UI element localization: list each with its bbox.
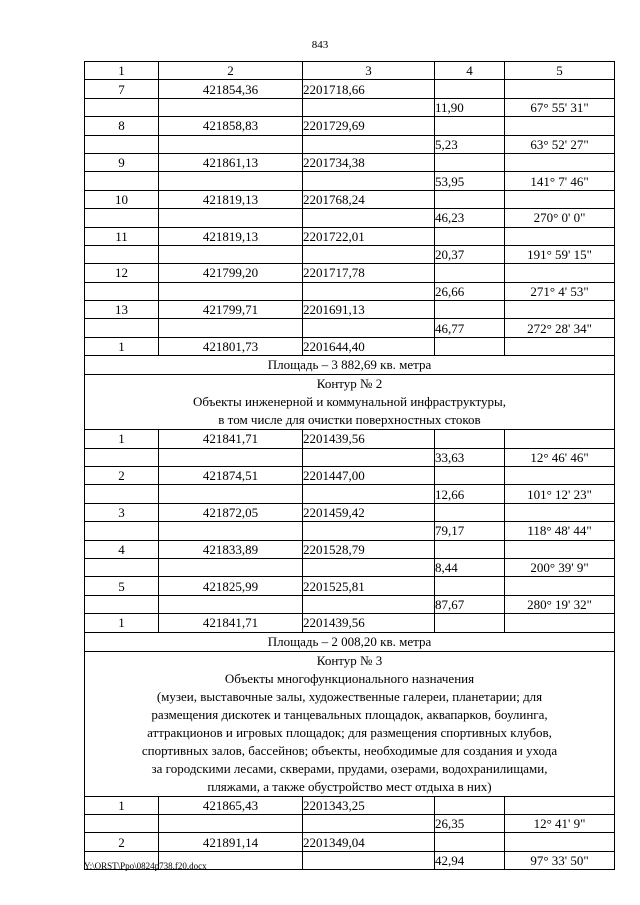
point-number-cell: 1 (85, 337, 159, 355)
segment-length-cell: 26,66 (435, 282, 505, 300)
header-col-2: 2 (159, 62, 303, 80)
point-number-cell (85, 485, 159, 503)
segment-length-cell (435, 153, 505, 171)
y-coordinate-cell (303, 851, 435, 869)
segment-length-cell (435, 227, 505, 245)
y-coordinate-cell: 2201644,40 (303, 337, 435, 355)
direction-angle-cell (505, 264, 615, 282)
point-row (85, 80, 615, 98)
y-coordinate-cell (303, 595, 435, 613)
merged-row (85, 375, 615, 430)
point-number-cell (85, 814, 159, 832)
direction-angle-cell: 12° 41' 9" (505, 814, 615, 832)
merged-line: Объекты многофункционального назначения (224, 670, 475, 686)
segment-length-cell: 87,67 (435, 595, 505, 613)
y-coordinate-cell: 2201768,24 (303, 190, 435, 208)
x-coordinate-cell (159, 448, 303, 466)
x-coordinate-cell: 421799,71 (159, 301, 303, 319)
point-number-cell (85, 245, 159, 263)
point-number-cell: 2 (85, 833, 159, 851)
x-coordinate-cell: 421841,71 (159, 614, 303, 632)
merged-cell (85, 632, 615, 651)
x-coordinate-cell: 421833,89 (159, 540, 303, 558)
x-coordinate-cell: 421825,99 (159, 577, 303, 595)
point-number-cell (85, 595, 159, 613)
direction-angle-cell (505, 227, 615, 245)
segment-length-cell: 79,17 (435, 522, 505, 540)
x-coordinate-cell (159, 319, 303, 337)
y-coordinate-cell: 2201459,42 (303, 503, 435, 521)
segment-length-cell: 42,94 (435, 851, 505, 869)
x-coordinate-cell: 421801,73 (159, 337, 303, 355)
y-coordinate-cell: 2201691,13 (303, 301, 435, 319)
merged-cell (85, 356, 615, 375)
segment-length-cell: 53,95 (435, 172, 505, 190)
y-coordinate-cell: 2201525,81 (303, 577, 435, 595)
direction-angle-cell (505, 80, 615, 98)
point-number-cell: 9 (85, 153, 159, 171)
direction-angle-cell: 97° 33' 50" (505, 851, 615, 869)
x-coordinate-cell: 421819,13 (159, 190, 303, 208)
y-coordinate-cell (303, 319, 435, 337)
point-number-cell (85, 172, 159, 190)
merged-line: размещения дискотек и танцевальных площадок, аквапарков, боулинга, (151, 706, 548, 722)
direction-angle-cell: 272° 28' 34" (505, 319, 615, 337)
merged-row (85, 651, 615, 796)
segment-length-cell: 26,35 (435, 814, 505, 832)
x-coordinate-cell (159, 209, 303, 227)
segment-length-cell: 12,66 (435, 485, 505, 503)
merged-line: Контур № 2 (316, 376, 383, 392)
point-number-cell (85, 319, 159, 337)
point-number-cell (85, 522, 159, 540)
direction-angle-cell (505, 337, 615, 355)
direction-angle-cell: 118° 48' 44" (505, 522, 615, 540)
merged-line: (музеи, выставочные залы, художественные галереи, планетарии; для (156, 688, 543, 704)
y-coordinate-cell (303, 522, 435, 540)
point-number-cell: 1 (85, 614, 159, 632)
segment-length-cell (435, 190, 505, 208)
x-coordinate-cell: 421819,13 (159, 227, 303, 245)
segment-row (85, 595, 615, 613)
y-coordinate-cell (303, 448, 435, 466)
point-number-cell: 10 (85, 190, 159, 208)
merged-line: в том числе для очистки поверхностных стоков (218, 412, 481, 428)
header-col-1: 1 (85, 62, 159, 80)
point-row (85, 153, 615, 171)
segment-row (85, 522, 615, 540)
x-coordinate-cell (159, 98, 303, 116)
point-number-cell (85, 558, 159, 576)
merged-line: спортивных залов, бассейнов; объекты, необходимые для создания и ухода (141, 742, 558, 758)
segment-row (85, 209, 615, 227)
point-number-cell: 8 (85, 117, 159, 135)
segment-row (85, 485, 615, 503)
x-coordinate-cell: 421865,43 (159, 796, 303, 814)
y-coordinate-cell: 2201439,56 (303, 430, 435, 448)
header-col-4: 4 (435, 62, 505, 80)
x-coordinate-cell: 421861,13 (159, 153, 303, 171)
segment-row (85, 245, 615, 263)
merged-cell (85, 651, 615, 796)
segment-length-cell (435, 264, 505, 282)
segment-length-cell: 33,63 (435, 448, 505, 466)
segment-row (85, 814, 615, 832)
direction-angle-cell: 141° 7' 46" (505, 172, 615, 190)
segment-length-cell: 5,23 (435, 135, 505, 153)
segment-row (85, 319, 615, 337)
coordinates-table (84, 61, 615, 870)
y-coordinate-cell (303, 245, 435, 263)
merged-row (85, 356, 615, 375)
y-coordinate-cell (303, 209, 435, 227)
segment-row (85, 448, 615, 466)
segment-length-cell (435, 301, 505, 319)
segment-row (85, 135, 615, 153)
point-row (85, 264, 615, 282)
direction-angle-cell: 270° 0' 0" (505, 209, 615, 227)
y-coordinate-cell: 2201729,69 (303, 117, 435, 135)
x-coordinate-cell (159, 814, 303, 832)
segment-length-cell (435, 577, 505, 595)
y-coordinate-cell: 2201718,66 (303, 80, 435, 98)
point-row (85, 614, 615, 632)
point-number-cell: 11 (85, 227, 159, 245)
segment-row (85, 172, 615, 190)
x-coordinate-cell: 421891,14 (159, 833, 303, 851)
y-coordinate-cell (303, 485, 435, 503)
segment-row (85, 558, 615, 576)
x-coordinate-cell (159, 522, 303, 540)
direction-angle-cell (505, 614, 615, 632)
y-coordinate-cell: 2201722,01 (303, 227, 435, 245)
x-coordinate-cell (159, 245, 303, 263)
page-number: 843 (311, 39, 329, 51)
segment-length-cell (435, 796, 505, 814)
merged-line: Объекты инженерной и коммунальной инфраструктуры, (192, 394, 507, 410)
x-coordinate-cell (159, 172, 303, 190)
point-number-cell: 3 (85, 503, 159, 521)
segment-length-cell: 8,44 (435, 558, 505, 576)
segment-length-cell (435, 614, 505, 632)
point-row (85, 117, 615, 135)
point-number-cell (85, 209, 159, 227)
segment-length-cell: 20,37 (435, 245, 505, 263)
direction-angle-cell (505, 430, 615, 448)
point-row (85, 577, 615, 595)
x-coordinate-cell (159, 485, 303, 503)
y-coordinate-cell: 2201447,00 (303, 467, 435, 485)
point-row (85, 301, 615, 319)
direction-angle-cell: 200° 39' 9" (505, 558, 615, 576)
point-row (85, 190, 615, 208)
segment-row (85, 98, 615, 116)
x-coordinate-cell: 421874,51 (159, 467, 303, 485)
direction-angle-cell (505, 301, 615, 319)
segment-length-cell (435, 503, 505, 521)
y-coordinate-cell: 2201528,79 (303, 540, 435, 558)
direction-angle-cell (505, 117, 615, 135)
point-number-cell (85, 98, 159, 116)
segment-row (85, 282, 615, 300)
x-coordinate-cell (159, 595, 303, 613)
point-number-cell: 13 (85, 301, 159, 319)
segment-length-cell (435, 80, 505, 98)
segment-length-cell (435, 430, 505, 448)
y-coordinate-cell (303, 135, 435, 153)
y-coordinate-cell (303, 282, 435, 300)
point-number-cell (85, 448, 159, 466)
y-coordinate-cell: 2201734,38 (303, 153, 435, 171)
header-col-3: 3 (303, 62, 435, 80)
direction-angle-cell (505, 577, 615, 595)
segment-length-cell (435, 337, 505, 355)
direction-angle-cell: 280° 19' 32" (505, 595, 615, 613)
merged-line: Контур № 3 (316, 652, 383, 668)
x-coordinate-cell: 421858,83 (159, 117, 303, 135)
point-number-cell: 2 (85, 467, 159, 485)
direction-angle-cell: 271° 4' 53" (505, 282, 615, 300)
segment-length-cell: 46,23 (435, 209, 505, 227)
point-number-cell (85, 135, 159, 153)
merged-line: Площадь – 2 008,20 кв. метра (267, 633, 432, 649)
point-number-cell: 4 (85, 540, 159, 558)
file-path-footer: Y:\ORST\Ppo\0824p738.f20.docx (84, 861, 207, 871)
x-coordinate-cell: 421872,05 (159, 503, 303, 521)
segment-length-cell: 11,90 (435, 98, 505, 116)
merged-line: пляжами, а также обустройство мест отдыха в них) (207, 778, 492, 794)
direction-angle-cell: 12° 46' 46" (505, 448, 615, 466)
table-header-row (85, 62, 615, 80)
point-number-cell (85, 282, 159, 300)
x-coordinate-cell: 421854,36 (159, 80, 303, 98)
point-number-cell: 1 (85, 430, 159, 448)
direction-angle-cell (505, 503, 615, 521)
direction-angle-cell: 191° 59' 15" (505, 245, 615, 263)
y-coordinate-cell: 2201717,78 (303, 264, 435, 282)
x-coordinate-cell: 421841,71 (159, 430, 303, 448)
point-row (85, 503, 615, 521)
x-coordinate-cell: 421799,20 (159, 264, 303, 282)
y-coordinate-cell (303, 558, 435, 576)
segment-length-cell (435, 467, 505, 485)
direction-angle-cell (505, 153, 615, 171)
y-coordinate-cell (303, 98, 435, 116)
merged-line: Площадь – 3 882,69 кв. метра (267, 357, 432, 373)
header-col-5: 5 (505, 62, 615, 80)
y-coordinate-cell: 2201343,25 (303, 796, 435, 814)
point-row (85, 227, 615, 245)
point-number-cell: 1 (85, 796, 159, 814)
direction-angle-cell: 101° 12' 23" (505, 485, 615, 503)
point-row (85, 796, 615, 814)
direction-angle-cell (505, 540, 615, 558)
merged-line: аттракционов и игровых площадок; для размещения спортивных клубов, (147, 724, 552, 740)
direction-angle-cell: 67° 55' 31" (505, 98, 615, 116)
merged-cell (85, 375, 615, 430)
point-number-cell: 7 (85, 80, 159, 98)
x-coordinate-cell (159, 282, 303, 300)
direction-angle-cell: 63° 52' 27" (505, 135, 615, 153)
direction-angle-cell (505, 833, 615, 851)
point-number-cell: 12 (85, 264, 159, 282)
merged-row (85, 632, 615, 651)
direction-angle-cell (505, 796, 615, 814)
segment-length-cell: 46,77 (435, 319, 505, 337)
y-coordinate-cell: 2201439,56 (303, 614, 435, 632)
segment-length-cell (435, 540, 505, 558)
segment-length-cell (435, 833, 505, 851)
point-row (85, 430, 615, 448)
x-coordinate-cell (159, 558, 303, 576)
point-row (85, 833, 615, 851)
x-coordinate-cell (159, 135, 303, 153)
point-row (85, 540, 615, 558)
point-row (85, 337, 615, 355)
y-coordinate-cell (303, 814, 435, 832)
y-coordinate-cell (303, 172, 435, 190)
point-row (85, 467, 615, 485)
direction-angle-cell (505, 190, 615, 208)
point-number-cell: 5 (85, 577, 159, 595)
coordinates-table-body (85, 62, 615, 870)
segment-length-cell (435, 117, 505, 135)
direction-angle-cell (505, 467, 615, 485)
y-coordinate-cell: 2201349,04 (303, 833, 435, 851)
merged-line: за городскими лесами, скверами, прудами, озерами, водохранилищами, (151, 760, 548, 776)
